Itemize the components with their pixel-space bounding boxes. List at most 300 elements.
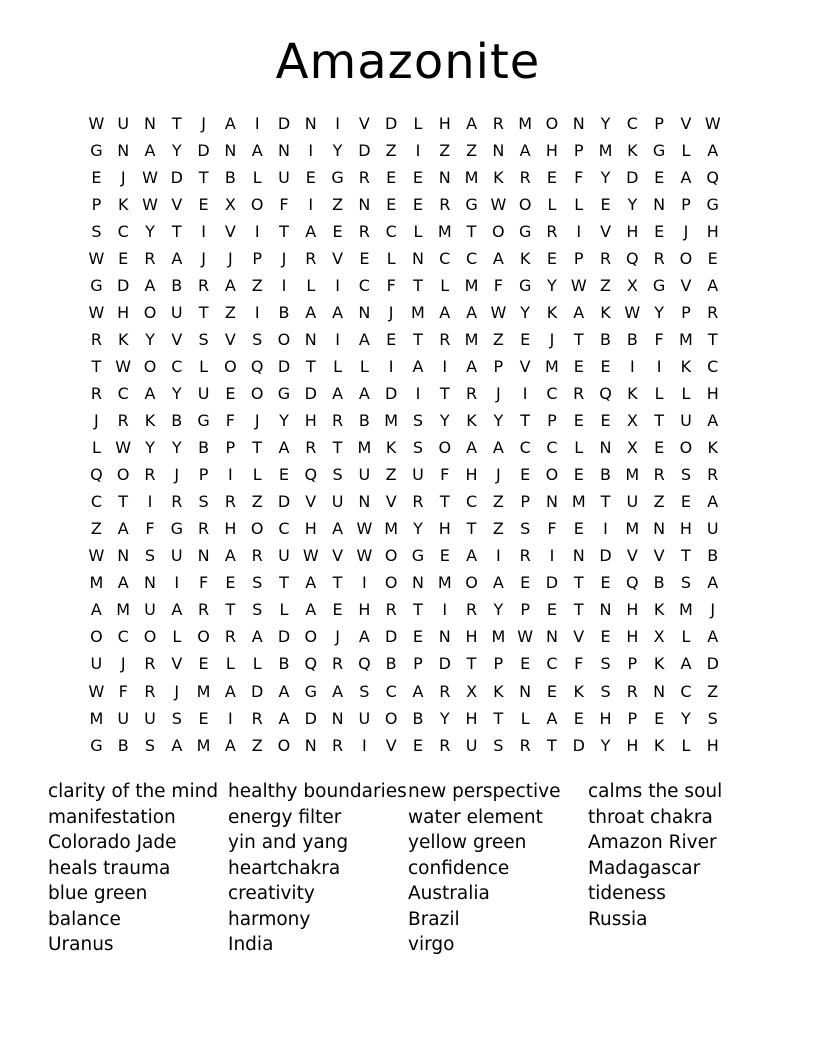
grid-letter: E bbox=[600, 194, 611, 214]
grid-letter: I bbox=[388, 356, 394, 376]
grid-letter: Z bbox=[224, 302, 236, 322]
grid-letter: J bbox=[254, 411, 260, 431]
grid-letter: H bbox=[626, 600, 639, 620]
grid-letter: E bbox=[520, 329, 531, 349]
grid-letter: G bbox=[518, 221, 532, 241]
grid-letter: P bbox=[252, 248, 262, 268]
grid-letter: O bbox=[438, 438, 452, 458]
grid-letter: E bbox=[707, 248, 718, 268]
grid-letter: T bbox=[332, 573, 343, 593]
grid-letter: M bbox=[116, 600, 131, 620]
grid-letter: G bbox=[706, 194, 719, 214]
grid-letter: S bbox=[198, 329, 209, 349]
grid-letter: R bbox=[171, 492, 183, 512]
grid-letter: R bbox=[332, 735, 344, 755]
grid-letter: S bbox=[332, 465, 343, 485]
grid-letter: N bbox=[492, 140, 505, 160]
grid-letter: Z bbox=[332, 194, 344, 214]
grid-letter: L bbox=[252, 167, 262, 187]
grid-letter: L bbox=[681, 627, 691, 647]
grid-letter: O bbox=[250, 383, 264, 403]
grid-letter: I bbox=[308, 194, 314, 214]
grid-letter: A bbox=[466, 546, 478, 566]
grid-letter: R bbox=[224, 492, 236, 512]
grid-letter: R bbox=[305, 438, 317, 458]
grid-letter: S bbox=[520, 519, 531, 539]
grid-letter: E bbox=[439, 546, 450, 566]
grid-letter: S bbox=[198, 492, 209, 512]
grid-letter: D bbox=[438, 654, 451, 674]
grid-letter: C bbox=[465, 248, 478, 268]
grid-letter: A bbox=[573, 302, 585, 322]
grid-letter: S bbox=[144, 735, 156, 755]
grid-letter: O bbox=[492, 221, 505, 241]
grid-letter: G bbox=[411, 546, 425, 566]
grid-letter: D bbox=[385, 627, 398, 647]
grid-letter: N bbox=[358, 194, 371, 214]
grid-letter: Y bbox=[439, 708, 450, 728]
grid-letter: A bbox=[358, 329, 370, 349]
grid-letter: Q bbox=[90, 465, 103, 485]
grid-letter: T bbox=[573, 600, 584, 620]
grid-letter: A bbox=[305, 573, 317, 593]
grid-letter: N bbox=[411, 248, 424, 268]
grid-letter: C bbox=[358, 275, 370, 295]
grid-letter: H bbox=[626, 627, 639, 647]
grid-letter: D bbox=[545, 573, 559, 593]
grid-letter: Q bbox=[304, 654, 318, 674]
word-list-item: water element bbox=[408, 806, 543, 828]
grid-letter: U bbox=[706, 519, 719, 539]
grid-letter: T bbox=[573, 573, 584, 593]
grid-letter: R bbox=[626, 681, 638, 701]
word-list-item: clarity of the mind bbox=[48, 781, 219, 802]
grid-letter: J bbox=[335, 627, 340, 647]
grid-letter: W bbox=[490, 194, 507, 214]
grid-letter: F bbox=[493, 275, 503, 295]
grid-letter: Q bbox=[304, 465, 318, 485]
word-list-item: tideness bbox=[588, 883, 666, 904]
grid-letter: D bbox=[277, 356, 291, 376]
grid-letter: R bbox=[332, 411, 344, 431]
word-list-item: yin and yang bbox=[228, 832, 349, 853]
grid-letter: C bbox=[385, 681, 397, 701]
grid-letter: H bbox=[358, 600, 371, 620]
grid-letter: I bbox=[522, 383, 528, 403]
grid-letter: M bbox=[625, 465, 640, 485]
grid-letter: U bbox=[465, 735, 478, 755]
grid-letter: T bbox=[279, 221, 289, 241]
grid-letter: O bbox=[224, 356, 237, 376]
grid-letter: R bbox=[117, 411, 129, 431]
grid-letter: J bbox=[174, 465, 180, 485]
grid-letter: M bbox=[384, 411, 399, 431]
grid-letter: P bbox=[627, 654, 638, 674]
grid-letter: U bbox=[170, 546, 183, 566]
grid-letter: L bbox=[199, 356, 209, 376]
grid-letter: U bbox=[144, 708, 156, 728]
grid-letter: M bbox=[196, 681, 211, 701]
grid-letter: Q bbox=[358, 654, 371, 674]
grid-letter: S bbox=[359, 681, 370, 701]
grid-letter: E bbox=[412, 735, 424, 755]
grid-letter: O bbox=[250, 519, 264, 539]
grid-letter: M bbox=[437, 573, 452, 593]
grid-letter: H bbox=[438, 113, 451, 133]
grid-letter: Q bbox=[599, 383, 612, 403]
grid-letter: A bbox=[466, 302, 478, 322]
grid-letter: P bbox=[413, 654, 423, 674]
grid-letter: E bbox=[546, 600, 557, 620]
grid-letter: G bbox=[331, 167, 344, 187]
grid-letter: A bbox=[707, 573, 719, 593]
grid-letter: M bbox=[411, 302, 425, 322]
grid-letter: O bbox=[679, 438, 693, 458]
grid-letter: E bbox=[359, 248, 370, 268]
grid-letter: A bbox=[492, 573, 504, 593]
grid-letter: P bbox=[520, 492, 530, 512]
grid-letter: Z bbox=[385, 140, 397, 160]
grid-letter: C bbox=[117, 221, 129, 241]
grid-letter: S bbox=[680, 465, 691, 485]
grid-letter: O bbox=[545, 465, 559, 485]
grid-letter: A bbox=[305, 221, 317, 241]
grid-letter: A bbox=[171, 248, 183, 268]
grid-letter: L bbox=[172, 627, 182, 647]
grid-letter: A bbox=[466, 438, 478, 458]
grid-letter: R bbox=[305, 248, 317, 268]
grid-letter: K bbox=[493, 681, 504, 701]
grid-letter: E bbox=[600, 627, 611, 647]
grid-letter: H bbox=[117, 302, 130, 322]
grid-letter: T bbox=[413, 600, 423, 620]
word-list-item: blue green bbox=[48, 883, 148, 904]
grid-letter: O bbox=[143, 302, 157, 322]
grid-letter: I bbox=[308, 140, 314, 160]
grid-letter: N bbox=[304, 329, 317, 349]
grid-letter: G bbox=[90, 735, 103, 755]
grid-letter: A bbox=[412, 356, 424, 376]
grid-letter: K bbox=[519, 248, 531, 268]
grid-letter: G bbox=[652, 275, 666, 295]
grid-letter: R bbox=[251, 708, 263, 728]
grid-letter: W bbox=[115, 438, 132, 458]
grid-letter: E bbox=[332, 221, 343, 241]
grid-letter: U bbox=[278, 167, 290, 187]
grid-letter: K bbox=[493, 167, 504, 187]
grid-letter: M bbox=[571, 492, 586, 512]
grid-letter: A bbox=[305, 600, 317, 620]
grid-letter: I bbox=[201, 221, 206, 241]
word-list-item: heartchakra bbox=[228, 857, 341, 879]
grid-letter: M bbox=[89, 573, 104, 593]
grid-letter: B bbox=[278, 654, 290, 674]
grid-letter: T bbox=[439, 492, 450, 512]
grid-letter: I bbox=[442, 600, 448, 620]
grid-letter: Z bbox=[492, 492, 504, 512]
grid-letter: E bbox=[278, 465, 290, 485]
grid-letter: A bbox=[117, 573, 129, 593]
grid-letter: T bbox=[171, 113, 182, 133]
grid-letter: R bbox=[492, 113, 504, 133]
grid-letter: C bbox=[546, 383, 558, 403]
grid-letter: A bbox=[680, 654, 692, 674]
grid-letter: N bbox=[438, 167, 451, 187]
grid-letter: P bbox=[681, 194, 691, 214]
grid-letter: T bbox=[439, 383, 450, 403]
word-list-item: throat chakra bbox=[588, 806, 713, 828]
grid-letter: S bbox=[252, 329, 263, 349]
grid-letter: Y bbox=[600, 167, 611, 187]
grid-letter: T bbox=[573, 329, 584, 349]
grid-letter: M bbox=[518, 113, 533, 133]
grid-letter: I bbox=[362, 573, 367, 593]
grid-letter: J bbox=[549, 329, 555, 349]
grid-letter: R bbox=[465, 600, 478, 620]
grid-letter: E bbox=[546, 681, 557, 701]
grid-letter: O bbox=[143, 356, 157, 376]
grid-letter: S bbox=[412, 411, 424, 431]
grid-letter: D bbox=[599, 546, 612, 566]
grid-letter: M bbox=[625, 519, 640, 539]
grid-letter: B bbox=[600, 329, 612, 349]
grid-letter: E bbox=[654, 167, 665, 187]
grid-letter: P bbox=[681, 302, 691, 322]
grid-letter: A bbox=[224, 681, 236, 701]
grid-letter: I bbox=[228, 465, 233, 485]
grid-letter: T bbox=[413, 329, 423, 349]
grid-letter: I bbox=[629, 356, 635, 376]
grid-letter: L bbox=[681, 140, 691, 160]
grid-letter: T bbox=[252, 438, 263, 458]
grid-letter: Y bbox=[279, 411, 289, 431]
grid-letter: A bbox=[224, 546, 236, 566]
grid-letter: T bbox=[520, 411, 531, 431]
grid-letter: R bbox=[519, 735, 531, 755]
grid-letter: Y bbox=[654, 302, 665, 322]
grid-letter: Z bbox=[251, 735, 263, 755]
grid-letter: W bbox=[356, 546, 373, 566]
grid-letter: X bbox=[466, 681, 478, 701]
grid-letter: V bbox=[385, 735, 397, 755]
grid-letter: Y bbox=[171, 140, 182, 160]
grid-letter: V bbox=[653, 546, 665, 566]
word-list-item: Brazil bbox=[408, 908, 460, 930]
grid-letter: E bbox=[520, 654, 531, 674]
grid-letter: W bbox=[88, 681, 105, 701]
grid-letter: R bbox=[198, 600, 210, 620]
grid-letter: C bbox=[546, 438, 558, 458]
grid-letter: O bbox=[250, 194, 264, 214]
grid-letter: M bbox=[437, 221, 452, 241]
grid-letter: K bbox=[144, 411, 156, 431]
grid-letter: C bbox=[626, 113, 638, 133]
grid-letter: R bbox=[385, 600, 397, 620]
grid-letter: Z bbox=[492, 329, 504, 349]
grid-letter: U bbox=[358, 465, 371, 485]
grid-letter: R bbox=[90, 383, 102, 403]
grid-letter: O bbox=[277, 735, 291, 755]
grid-letter: A bbox=[278, 438, 290, 458]
grid-letter: B bbox=[224, 167, 236, 187]
grid-letter: V bbox=[171, 654, 183, 674]
grid-letter: N bbox=[653, 681, 666, 701]
grid-letter: R bbox=[144, 248, 156, 268]
grid-letter: V bbox=[680, 113, 692, 133]
grid-letter: K bbox=[680, 356, 692, 376]
grid-letter: H bbox=[706, 383, 719, 403]
grid-letter: K bbox=[653, 735, 665, 755]
grid-letter: V bbox=[385, 492, 397, 512]
grid-letter: H bbox=[706, 735, 719, 755]
grid-letter: E bbox=[198, 708, 209, 728]
grid-letter: A bbox=[492, 248, 504, 268]
grid-letter: Y bbox=[600, 113, 611, 133]
grid-letter: F bbox=[547, 519, 557, 539]
grid-letter: D bbox=[304, 708, 317, 728]
grid-letter: T bbox=[493, 708, 504, 728]
grid-letter: S bbox=[600, 681, 611, 701]
grid-letter: J bbox=[495, 465, 501, 485]
grid-letter: C bbox=[117, 627, 129, 647]
grid-letter: I bbox=[281, 275, 287, 295]
grid-letter: D bbox=[251, 681, 264, 701]
grid-letter: N bbox=[224, 140, 237, 160]
grid-letter: T bbox=[305, 356, 316, 376]
grid-letter: L bbox=[386, 248, 396, 268]
grid-letter: T bbox=[198, 167, 209, 187]
grid-letter: E bbox=[546, 167, 557, 187]
grid-letter: O bbox=[384, 708, 398, 728]
letter-grid bbox=[83, 110, 726, 759]
grid-letter: E bbox=[412, 194, 424, 214]
grid-letter: A bbox=[332, 383, 344, 403]
grid-letter: N bbox=[197, 546, 210, 566]
grid-letter: N bbox=[411, 573, 424, 593]
grid-letter: K bbox=[385, 438, 397, 458]
grid-letter: O bbox=[384, 573, 398, 593]
grid-letter: A bbox=[332, 519, 344, 539]
word-list bbox=[48, 779, 768, 958]
grid-letter: E bbox=[198, 654, 209, 674]
grid-letter: L bbox=[359, 356, 369, 376]
grid-letter: I bbox=[603, 519, 608, 539]
grid-letter: C bbox=[680, 681, 692, 701]
grid-letter: E bbox=[520, 465, 531, 485]
grid-letter: O bbox=[143, 627, 157, 647]
grid-letter: Y bbox=[439, 411, 450, 431]
grid-letter: G bbox=[170, 519, 183, 539]
grid-letter: J bbox=[388, 302, 394, 322]
grid-letter: W bbox=[624, 302, 641, 322]
grid-letter: E bbox=[654, 221, 665, 241]
grid-letter: P bbox=[493, 356, 504, 376]
grid-letter: G bbox=[90, 140, 103, 160]
grid-letter: J bbox=[94, 411, 99, 431]
grid-letter: G bbox=[304, 681, 317, 701]
grid-letter: Y bbox=[145, 221, 155, 241]
grid-letter: U bbox=[144, 600, 156, 620]
grid-letter: T bbox=[279, 573, 289, 593]
grid-letter: A bbox=[519, 140, 531, 160]
word-list-item: new perspective bbox=[408, 781, 561, 802]
grid-letter: B bbox=[117, 735, 129, 755]
grid-letter: V bbox=[600, 221, 612, 241]
grid-letter: C bbox=[171, 356, 183, 376]
grid-letter: J bbox=[710, 600, 716, 620]
grid-letter: W bbox=[88, 248, 105, 268]
grid-letter: Y bbox=[493, 600, 504, 620]
word-list-item: manifestation bbox=[48, 806, 176, 828]
grid-letter: E bbox=[305, 167, 316, 187]
grid-letter: Z bbox=[600, 275, 612, 295]
grid-letter: H bbox=[626, 221, 639, 241]
grid-letter: T bbox=[707, 329, 718, 349]
grid-letter: V bbox=[358, 113, 370, 133]
grid-letter: E bbox=[600, 573, 611, 593]
grid-letter: V bbox=[332, 248, 344, 268]
grid-letter: A bbox=[117, 519, 129, 539]
grid-letter: H bbox=[465, 708, 478, 728]
grid-letter: Y bbox=[681, 708, 691, 728]
grid-letter: D bbox=[385, 113, 398, 133]
grid-letter: K bbox=[707, 438, 718, 458]
grid-letter: Q bbox=[626, 248, 639, 268]
grid-letter: E bbox=[654, 708, 665, 728]
grid-letter: E bbox=[386, 167, 397, 187]
grid-letter: T bbox=[466, 221, 477, 241]
grid-letter: T bbox=[654, 411, 665, 431]
grid-letter: I bbox=[147, 492, 153, 512]
grid-letter: U bbox=[626, 492, 639, 512]
grid-letter: V bbox=[332, 546, 344, 566]
grid-letter: T bbox=[600, 492, 611, 512]
grid-letter: Y bbox=[413, 519, 423, 539]
grid-letter: Q bbox=[706, 167, 720, 187]
grid-letter: C bbox=[90, 492, 102, 512]
grid-letter: R bbox=[144, 681, 156, 701]
grid-letter: L bbox=[681, 383, 691, 403]
grid-letter: A bbox=[171, 735, 183, 755]
grid-letter: M bbox=[598, 140, 613, 160]
grid-letter: U bbox=[90, 654, 103, 674]
grid-letter: B bbox=[171, 275, 183, 295]
grid-letter: A bbox=[171, 600, 183, 620]
grid-letter: R bbox=[519, 546, 531, 566]
grid-letter: G bbox=[90, 275, 103, 295]
grid-letter: P bbox=[547, 411, 557, 431]
grid-letter: U bbox=[117, 708, 130, 728]
grid-letter: M bbox=[384, 519, 399, 539]
grid-letter: M bbox=[357, 438, 372, 458]
grid-letter: Y bbox=[145, 329, 155, 349]
grid-letter: T bbox=[466, 519, 477, 539]
grid-letter: M bbox=[464, 329, 479, 349]
grid-letter: S bbox=[91, 221, 102, 241]
grid-letter: X bbox=[626, 411, 638, 431]
grid-letter: N bbox=[572, 546, 585, 566]
grid-letter: S bbox=[412, 438, 424, 458]
grid-letter: A bbox=[90, 600, 102, 620]
grid-letter: X bbox=[653, 627, 665, 647]
grid-letter: D bbox=[117, 275, 130, 295]
grid-letter: O bbox=[116, 465, 130, 485]
grid-letter: E bbox=[546, 248, 557, 268]
grid-letter: X bbox=[626, 275, 638, 295]
grid-letter: P bbox=[225, 438, 236, 458]
grid-letter: E bbox=[573, 411, 584, 431]
grid-letter: C bbox=[546, 654, 558, 674]
